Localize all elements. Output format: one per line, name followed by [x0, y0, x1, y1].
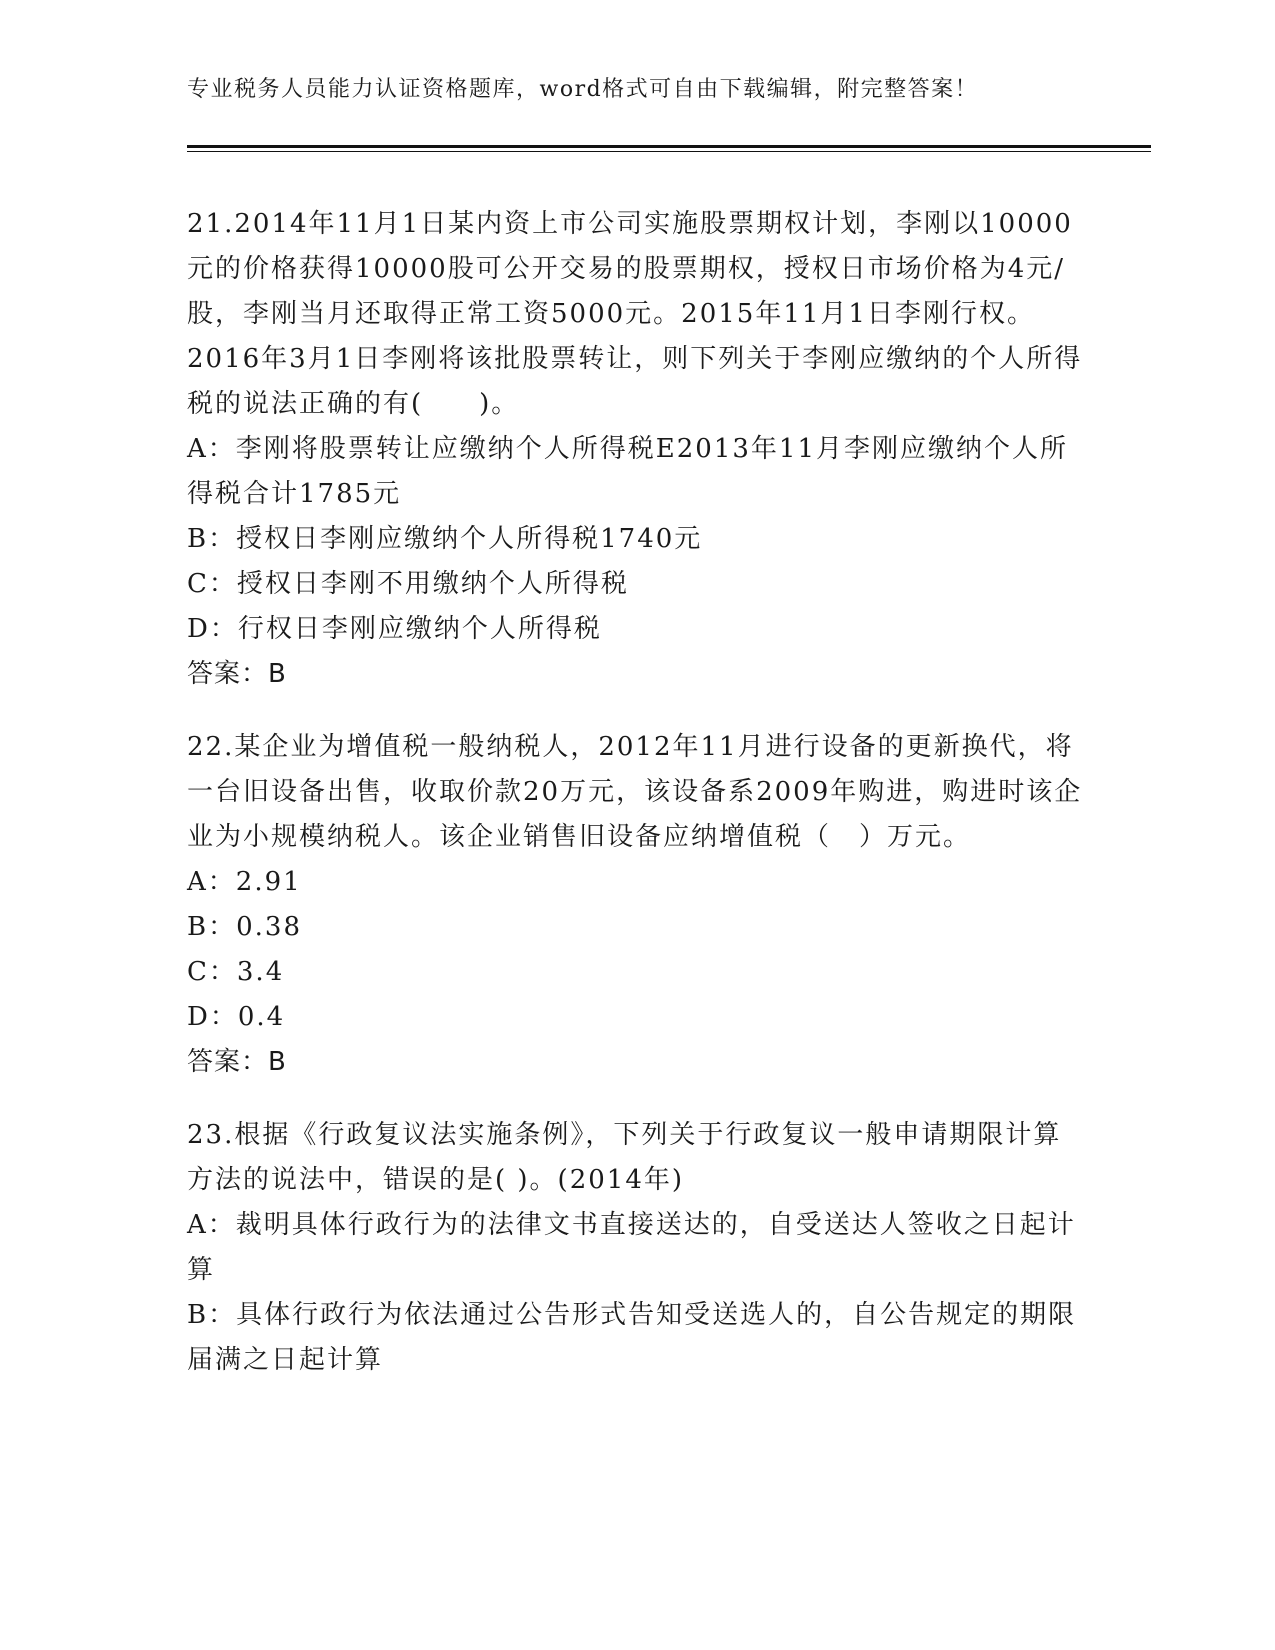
- header-divider-thin: [187, 151, 1151, 152]
- question-23: [187, 1113, 1087, 1383]
- option-a: A：2.91: [187, 867, 302, 897]
- answer-line: 答案：B: [187, 1047, 287, 1077]
- option-a: A：李刚将股票转让应缴纳个人所得税E2013年11月李刚应缴纳个人所得税合计1785元: [187, 434, 1069, 509]
- header-divider-thick: [187, 145, 1151, 148]
- option-b: B：0.38: [187, 912, 302, 942]
- page-header: 专业税务人员能力认证资格题库，word格式可自由下载编辑，附完整答案！: [187, 77, 979, 102]
- question-stem: 23.根据《行政复议法实施条例》，下列关于行政复议一般申请期限计算方法的说法中，错误的是( )。(2014年): [187, 1120, 1062, 1195]
- option-b: B：授权日李刚应缴纳个人所得税1740元: [187, 524, 703, 554]
- option-c: C：授权日李刚不用缴纳个人所得税: [187, 569, 629, 599]
- option-d: D：行权日李刚应缴纳个人所得税: [187, 614, 602, 644]
- answer-line: 答案：B: [187, 659, 287, 689]
- option-b: B：具体行政行为依法通过公告形式告知受送选人的，自公告规定的期限届满之日起计算: [187, 1300, 1077, 1375]
- option-a: A：裁明具体行政行为的法律文书直接送达的，自受送达人签收之日起计算: [187, 1210, 1076, 1285]
- question-stem: 22.某企业为增值税一般纳税人，2012年11月进行设备的更新换代，将一台旧设备出售，收取价款20万元，该设备系2009年购进，购进时该企业为小规模纳税人。该企业销售旧设备应纳增值税（ ）万元。: [187, 732, 1083, 852]
- question-list: [187, 202, 1087, 1411]
- option-d: D：0.4: [187, 1002, 286, 1032]
- option-c: C：3.4: [187, 957, 285, 987]
- question-stem: 21.2014年11月1日某内资上市公司实施股票期权计划，李刚以10000元的价格获得10000股可公开交易的股票期权，授权日市场价格为4元/股，李刚当月还取得正常工资5000元。2015年11月1日李刚行权。2016年3月1日李刚将该批股票转让，则下列关于李刚应缴纳的个人所得税的说法正确的有( )。: [187, 209, 1083, 419]
- question-21: [187, 202, 1087, 697]
- question-22: [187, 725, 1087, 1085]
